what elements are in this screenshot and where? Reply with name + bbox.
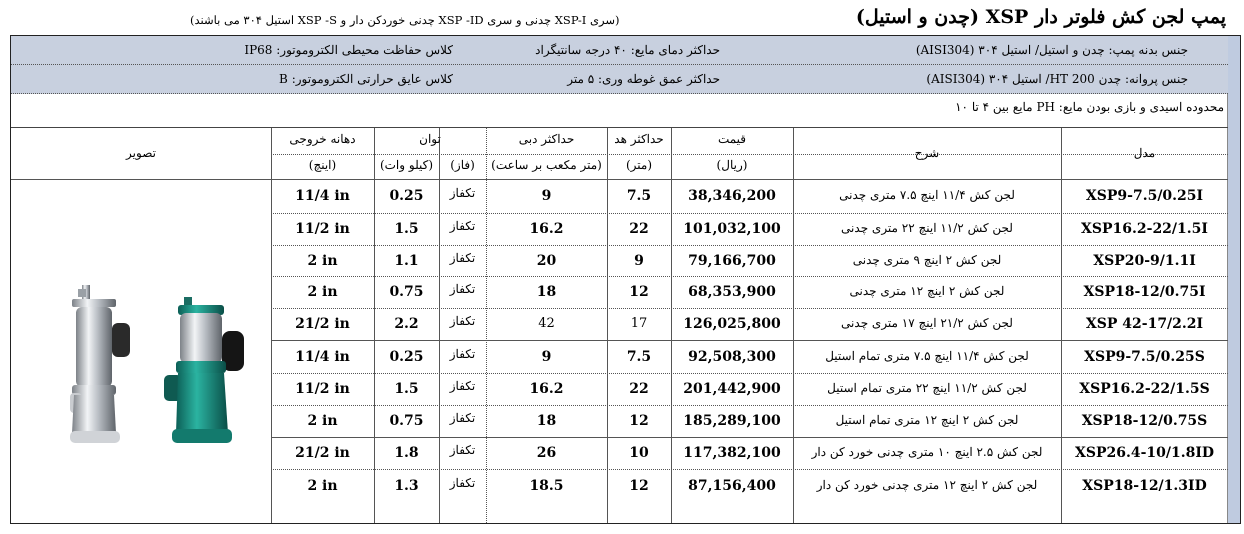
- head-cell: 12: [629, 478, 649, 494]
- flow-cell: 9: [541, 349, 552, 365]
- header-outlet: دهانه خروجی: [289, 132, 356, 146]
- model-cell: XSP18-12/1.3ID: [1082, 478, 1207, 494]
- outlet-cell: 21/2 in: [295, 316, 350, 332]
- table-row: [11, 213, 1228, 245]
- head-cell: 7.5: [626, 188, 652, 204]
- flow-cell: 18.5: [529, 478, 564, 494]
- phase-cell: تکفاز: [449, 379, 476, 393]
- header-price-unit: (ریال): [716, 158, 748, 172]
- phase-cell: تکفاز: [449, 347, 476, 361]
- price-cell: 101,032,100: [683, 221, 781, 237]
- model-cell: XSP 42-17/2.2I: [1085, 316, 1204, 332]
- spec-protection-class: کلاس حفاظت محیطی الکتروموتور: IP68: [244, 43, 453, 57]
- stainless-pump-image: [70, 285, 130, 443]
- header-max-flow: حداکثر دبی: [518, 132, 575, 146]
- price-cell: 126,025,800: [683, 316, 781, 332]
- price-cell: 87,156,400: [688, 478, 776, 494]
- phase-cell: تکفاز: [449, 443, 476, 457]
- phase-cell: تکفاز: [449, 282, 476, 296]
- page-subtitle: (سری XSP-I چدنی و سری XSP -ID چدنی خوردکن دار و XSP -S استیل ۳۰۴ می باشند): [190, 13, 620, 27]
- head-cell: 12: [629, 284, 649, 300]
- header-max-flow-unit: (متر مکعب بر ساعت): [491, 158, 602, 172]
- outlet-cell: 2 in: [307, 413, 338, 429]
- spec-ph-range: محدوده اسیدی و بازی بودن مایع: PH مایع بین ۴ تا ۱۰: [955, 100, 1224, 114]
- header-description: شرح: [914, 146, 940, 160]
- kw-cell: 1.5: [394, 381, 419, 397]
- spec-max-temp: حداکثر دمای مایع: ۴۰ درجه سانتیگراد: [535, 43, 720, 57]
- flow-cell: 18: [536, 413, 557, 429]
- price-cell: 117,382,100: [683, 445, 781, 461]
- head-cell: 10: [629, 445, 649, 461]
- flow-cell: 9: [541, 188, 552, 204]
- phase-cell: تکفاز: [449, 251, 476, 265]
- head-cell: 7.5: [626, 349, 652, 365]
- spec-row-2: [11, 65, 1228, 94]
- head-cell: 9: [634, 253, 644, 269]
- spec-body-material: جنس بدنه پمپ: چدن و استیل/ استیل ۳۰۴ (AISI304): [915, 43, 1188, 57]
- kw-cell: 1.5: [394, 221, 419, 237]
- model-cell: XSP18-12/0.75S: [1081, 413, 1208, 429]
- price-cell: 92,508,300: [688, 349, 776, 365]
- spec-row-ph: [11, 94, 1228, 128]
- phase-cell: تکفاز: [449, 476, 476, 490]
- head-cell: 12: [629, 413, 649, 429]
- description-cell: لجن کش ۲ اینچ ۹ متری چدنی: [852, 253, 1002, 267]
- flow-cell: 16.2: [529, 381, 564, 397]
- header-phase-unit: (فاز): [450, 158, 475, 172]
- head-cell: 22: [629, 381, 649, 397]
- model-cell: XSP26.4-10/1.8ID: [1074, 445, 1215, 461]
- price-cell: 185,289,100: [683, 413, 781, 429]
- kw-cell: 1.8: [394, 445, 419, 461]
- price-cell: 79,166,700: [688, 253, 776, 269]
- header-power: توان: [419, 132, 441, 146]
- spec-insulation-class: کلاس عایق حرارتی الکتروموتور: B: [279, 72, 453, 86]
- kw-cell: 1.3: [394, 478, 419, 494]
- description-cell: لجن کش ۱۱/۴ اینچ ۷.۵ متری چدنی: [839, 188, 1015, 202]
- outlet-cell: 2 in: [307, 253, 338, 269]
- description-cell: لجن کش ۲۱/۲ اینچ ۱۷ متری چدنی: [841, 316, 1013, 330]
- spec-impeller-material: جنس پروانه: چدن HT 200/ استیل ۳۰۴ (AISI304): [926, 72, 1188, 86]
- flow-cell: 20: [536, 253, 557, 269]
- model-cell: XSP9-7.5/0.25I: [1085, 188, 1204, 204]
- description-cell: لجن کش ۲.۵ اینچ ۱۰ متری چدنی خورد کن دار: [811, 445, 1043, 459]
- outlet-cell: 2 in: [307, 284, 338, 300]
- header-image: تصویر: [126, 146, 156, 160]
- price-table-frame: [10, 35, 1241, 524]
- model-cell: XSP20-9/1.1I: [1093, 253, 1196, 269]
- pump-images: [66, 283, 266, 463]
- flow-cell: 16.2: [529, 221, 564, 237]
- header-model: مدل: [1133, 146, 1156, 160]
- cast-iron-pump-image: [164, 297, 244, 443]
- description-cell: لجن کش ۲ اینچ ۱۲ متری تمام استیل: [835, 413, 1019, 427]
- spec-max-depth: حداکثر عمق غوطه وری: ۵ متر: [567, 72, 720, 86]
- header-price: قیمت: [717, 132, 747, 146]
- description-cell: لجن کش ۱۱/۲ اینچ ۲۲ متری تمام استیل: [827, 381, 1027, 395]
- head-cell: 22: [629, 221, 649, 237]
- description-cell: لجن کش ۲ اینچ ۱۲ متری چدنی خورد کن دار: [816, 478, 1038, 492]
- head-cell: 17: [630, 316, 648, 331]
- outlet-cell: 2 in: [307, 478, 338, 494]
- flow-cell: 26: [536, 445, 557, 461]
- spec-row-1: [11, 36, 1228, 65]
- model-cell: XSP18-12/0.75I: [1083, 284, 1206, 300]
- header-kw-unit: (کیلو وات): [379, 158, 434, 172]
- page-title: پمپ لجن کش فلوتر دار XSP (چدن و استیل): [855, 6, 1226, 28]
- kw-cell: 2.2: [394, 316, 419, 332]
- header-max-head-unit: (متر): [625, 158, 653, 172]
- description-cell: لجن کش ۱۱/۴ اینچ ۷.۵ متری تمام استیل: [825, 349, 1029, 363]
- price-cell: 38,346,200: [688, 188, 776, 204]
- kw-cell: 0.25: [389, 188, 424, 204]
- outlet-cell: 11/4 in: [295, 188, 350, 204]
- phase-cell: تکفاز: [449, 314, 476, 328]
- price-cell: 201,442,900: [683, 381, 781, 397]
- flow-cell: 18: [536, 284, 557, 300]
- kw-cell: 0.25: [389, 349, 424, 365]
- description-cell: لجن کش ۱۱/۲ اینچ ۲۲ متری چدنی: [841, 221, 1013, 235]
- outlet-cell: 11/4 in: [295, 349, 350, 365]
- table-row: [11, 179, 1228, 213]
- outlet-cell: 11/2 in: [295, 221, 350, 237]
- side-stripe: [1227, 36, 1240, 523]
- description-cell: لجن کش ۲ اینچ ۱۲ متری چدنی: [849, 284, 1005, 298]
- outlet-cell: 21/2 in: [295, 445, 350, 461]
- table-row: [11, 469, 1228, 502]
- model-cell: XSP16.2-22/1.5S: [1079, 381, 1210, 397]
- phase-cell: تکفاز: [449, 219, 476, 233]
- price-cell: 68,353,900: [688, 284, 776, 300]
- kw-cell: 0.75: [389, 413, 424, 429]
- model-cell: XSP9-7.5/0.25S: [1084, 349, 1205, 365]
- header-max-head: حداکثر هد: [614, 132, 664, 146]
- model-cell: XSP16.2-22/1.5I: [1081, 221, 1208, 237]
- phase-cell: تکفاز: [449, 186, 476, 200]
- table-row: [11, 245, 1228, 276]
- header-outlet-unit: (اینچ): [308, 158, 337, 172]
- outlet-cell: 11/2 in: [295, 381, 350, 397]
- phase-cell: تکفاز: [449, 411, 476, 425]
- kw-cell: 1.1: [394, 253, 419, 269]
- flow-cell: 42: [538, 316, 555, 331]
- kw-cell: 0.75: [389, 284, 424, 300]
